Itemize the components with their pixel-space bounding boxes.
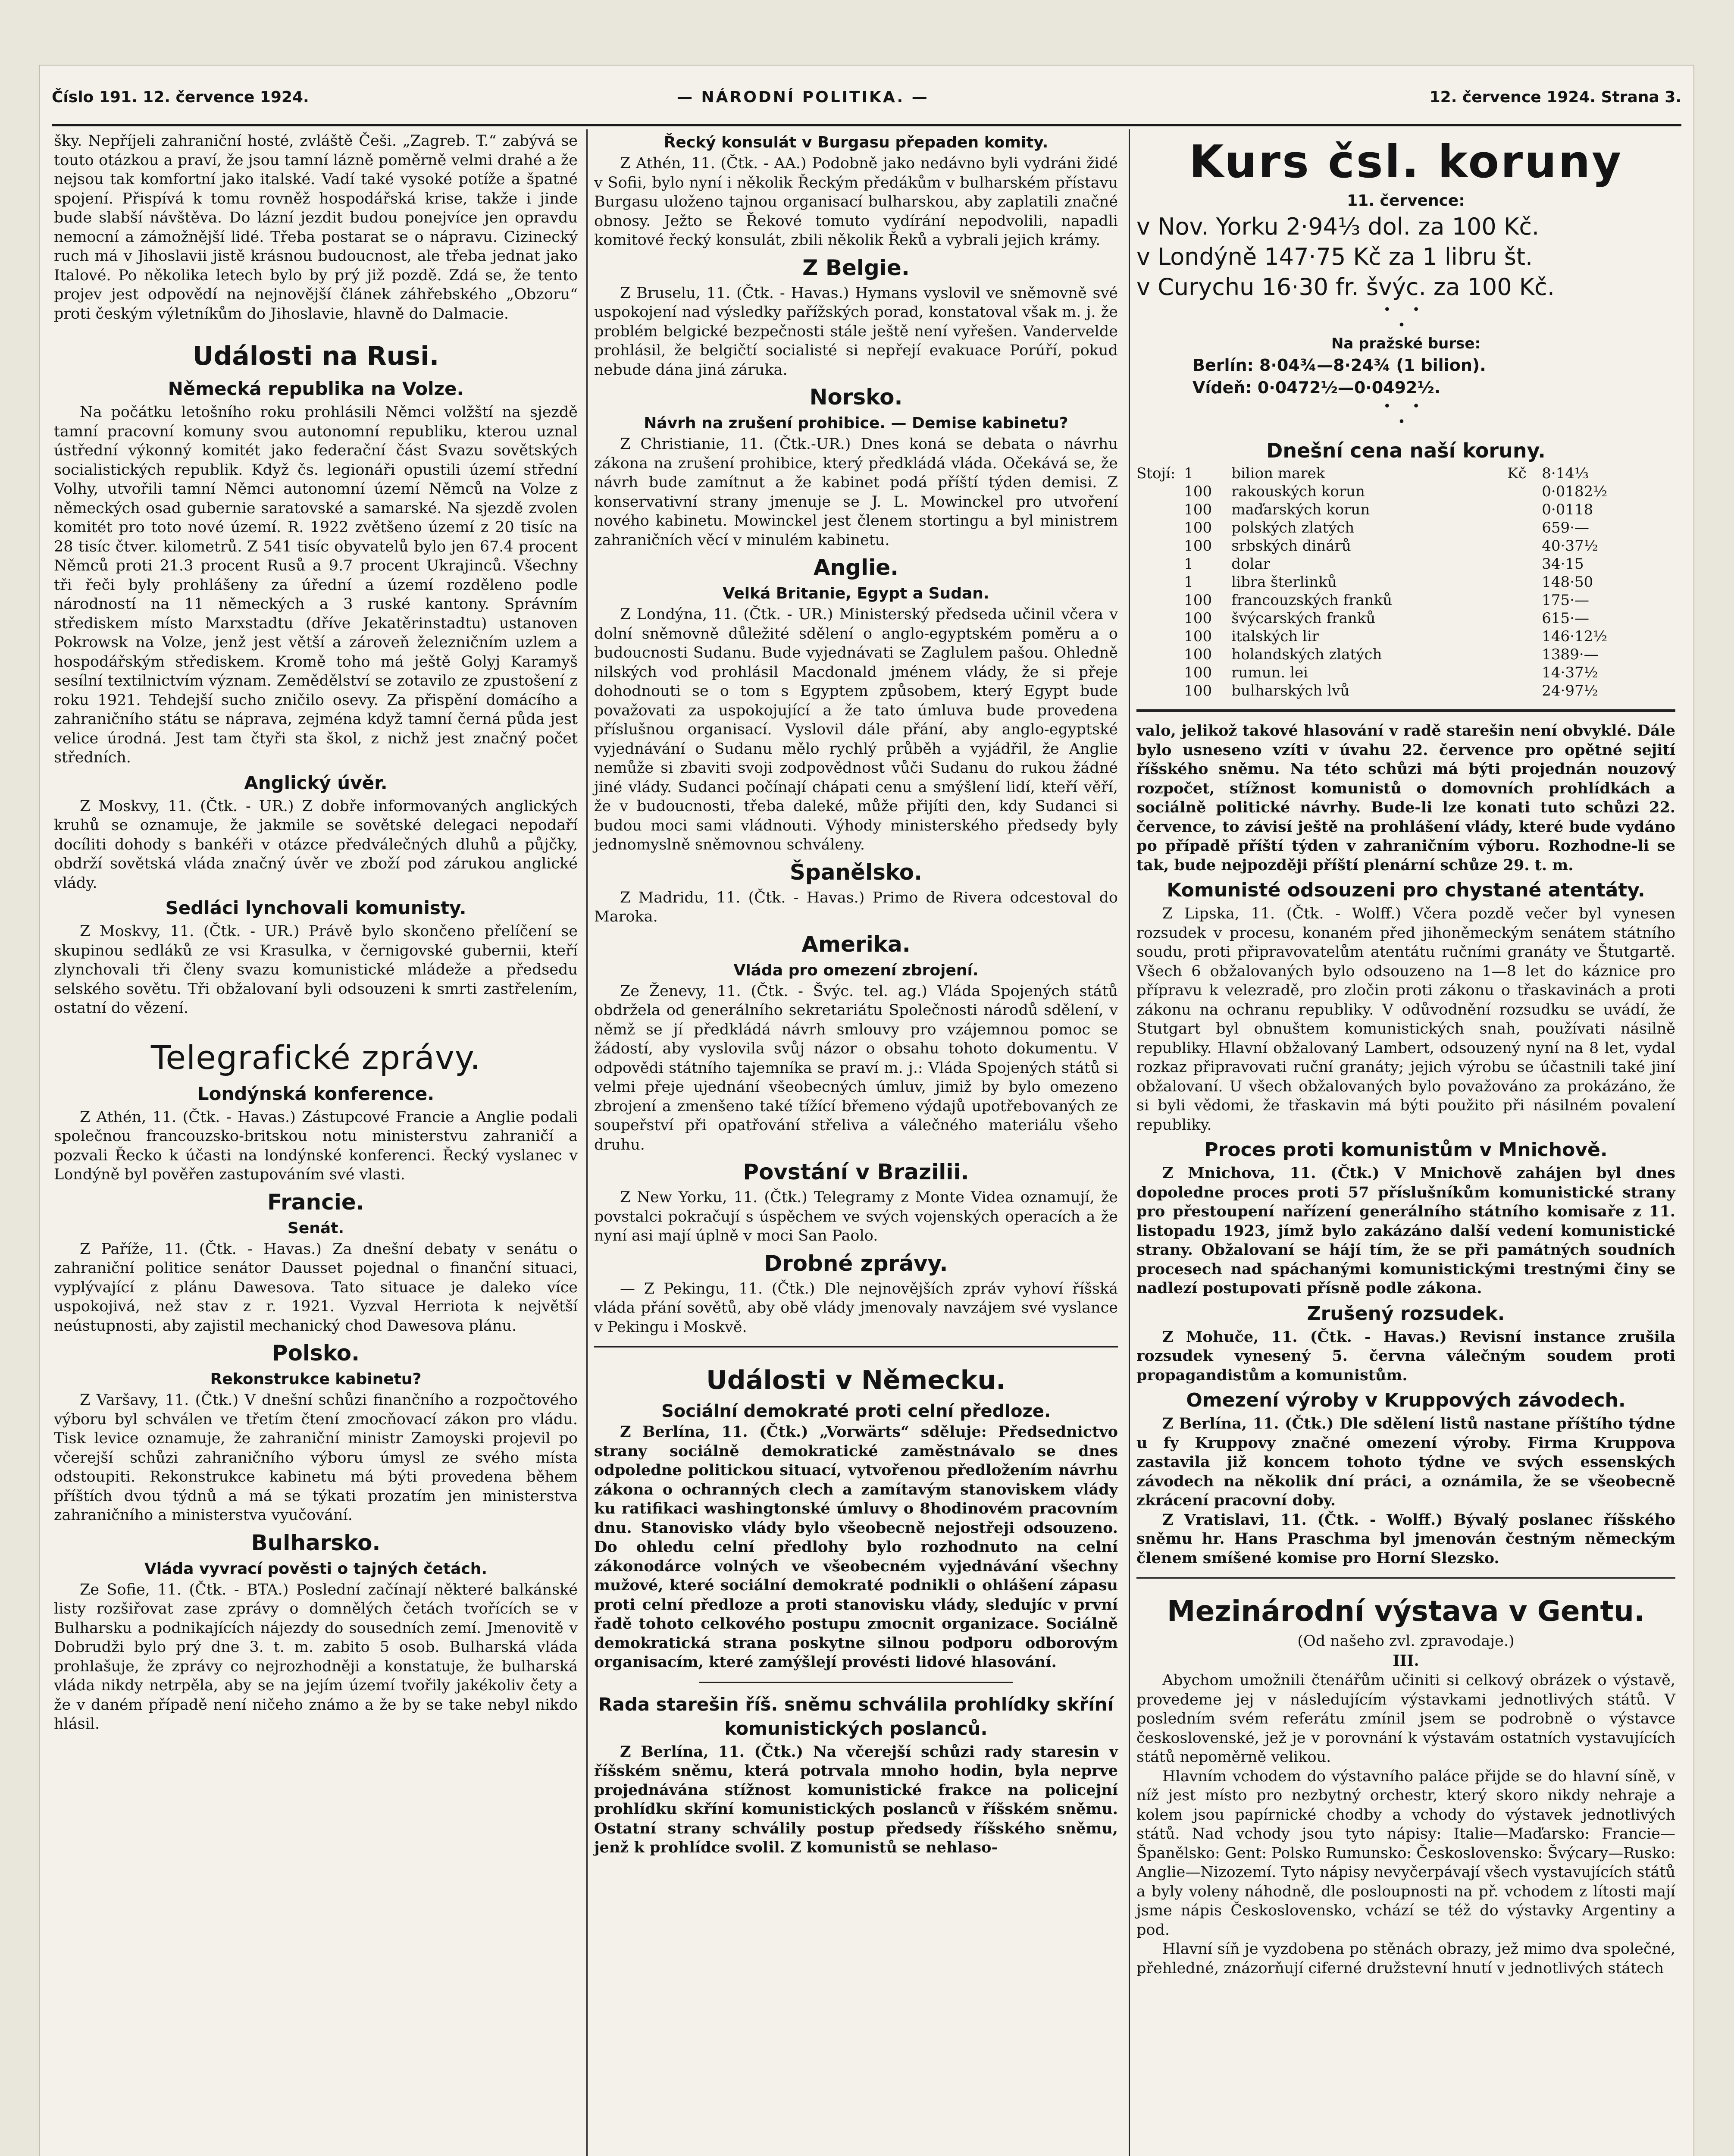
bursa-row-berlin: Berlín: 8·04¾—8·24¾ (1 bilion). [1193, 356, 1486, 375]
exchange-row [1136, 591, 1675, 609]
gent-byline: (Od našeho zvl. zpravodaje.) [1297, 1633, 1515, 1650]
column-1 [50, 132, 582, 2156]
exchange-unit [1507, 646, 1533, 664]
article-anglie: Z Londýna, 11. (Čtk. - UR.) Ministerský předseda učinil včera v dolní sněmovně důležité sdělení o anglo-egyptském poměru a o budoucnosti Sudanu. Bude vyjednávati se Zaglulem pašou. Ohledně nilských vod prohlásil Macdonald jménem vlády, že si přeje dohodnouti se o tom s Egyptem způsobem, který Egypt bude považovati za uspokojující a že tato úmluva bude provedena příslušnou organisací. Vyslovil dále přání, aby anglo-egyptské vyjednávání o Sudanu mělo rychlý průběh a vyjádřil, že Anglie nemůže si zbaviti svoji zodpovědnost vůči Sudanu do rukou žádné jiné vlády. Sudanci počínají chápati cenu a smýšlení lidí, kteří věří, že v budoucnosti, třeba daleké, může přijíti den, kdy Sudanci si budou moci sami vládnouti. Výhody ministerského předsedy byly jednomyslně sněmovnou schváleny. [594, 606, 1118, 853]
exchange-prefix [1136, 609, 1175, 627]
kurs-date: 11. července: [1347, 192, 1465, 210]
headline-burgas: Řecký konsulát v Burgasu přepaden komity. [664, 134, 1049, 151]
article-volha: Na počátku letošního roku prohlásili Němci volžští na sjezdě tamní pracovní komuny svou autonomní republiku, kterou uznal ústřední výkonný komitét jako federační část Svazu sovětských socialistických republik. Když čs. legionáři opustili území střední Volhy, utvořili tamní Němci autonomní území Němců na Volze z německých osad gubernie saratovské a samarské. Na sjezdě zvolen komitét pro toto nové území. R. 1922 zvětšeno území z 20 tisíc na 28 tisíc čtver. kilometrů. Z 541 tisíc obyvatelů bylo jen 67.4 procent Němců proti 21.3 procent Rusů a 9.7 procent Ukrajinců. Všechny tři řeči byly prohlášeny za úřední a území rozděleno podle národností na 11 německých a 3 ruské kantony. Správním střediskem místo Marxstadtu (dříve Jekatěrinstadtu) ustanoven Pokrowsk na Volze, jenž jest větší a zároveň železničním uzlem a hospodářským střediskem. Kromě toho má ještě Golyj Karamyš sesílní textilnictvím význam. Zemědělství se zotavilo ze zpustošení z roku 1921. Tehdejší sucho zničilo osevy. Za přispění domácího a zahraničního státu se náprava, zejména když tamní černá půda jest velice úrodná. Jest tam čtyři sta škol, z nichž jest značný počet středních. [54, 404, 578, 766]
headline-mnichov: Proces proti komunistům v Mnichově. [1204, 1139, 1608, 1161]
divider-rule [1136, 709, 1675, 712]
exchange-quantity: 100 [1184, 682, 1212, 699]
headline-brazilie: Povstání v Brazilii. [743, 1159, 969, 1185]
article-continuation: šky. Nepříjeli zahraniční hosté, zvláště Češi. „Zagreb. T.“ zabývá se touto otázkou a praví, že jsou tamní lázně poměrně velmi drahé a že nejsou tak komfortní jako italské. Vadí také vysoké potíže a špatné spojení. Přispívá k tomu rovněž hospodářská krise, takže i jinde bude slabší návštěva. Do lázní jezdit budou ponejvíce jen opravdu nemocní a zámožnější lidé. Třeba postarat se o nápravu. Cizinecký ruch má v Jihoslavii jistě krásnou budoucnost, ale třeba jednat jako Italové. Po několika letech bylo by prý již pozdě. Zdá se, že tento projev jest odpovědí na nejnovější článek záhřebského „Obzoru“ proti českým výletníkům do Jihoslavie, hlavně do Dalmacie. [54, 132, 578, 323]
headline-lynch: Sedláci lynchovali komunisty. [165, 897, 466, 918]
issue-number-date: Číslo 191. 12. července 1924. [52, 88, 309, 106]
headline-gent: Mezinárodní výstava v Gentu. [1167, 1595, 1645, 1628]
article-rada-staresin: Z Berlína, 11. (Čtk.) Na včerejší schůzi rady staresin v říšském sněmu, která potrvala mnoho hodin, byla neprve projednávána stížnost komunistické frakce na policejní prohlídku skříní komunistických poslanců v říšském sněmu. Ostatní strany schválily postup předsedy říšského sněmu, jenž k prohlídce svolil. Z komunistů se nehlaso- [594, 1742, 1118, 1856]
exchange-value: 14·37½ [1542, 664, 1598, 681]
exchange-currency: italských lir [1231, 628, 1319, 645]
exchange-unit [1507, 555, 1533, 573]
headline-kurs: Kurs čsl. koruny [1189, 135, 1623, 188]
exchange-unit [1507, 627, 1533, 646]
headline-polsko: Polsko. [272, 1341, 360, 1366]
column-divider-1 [586, 129, 588, 2156]
exchange-currency: rumun. lei [1231, 664, 1308, 681]
article-gent-p3: Hlavní síň je vyzdobena po stěnách obrazy, jež mimo dva společné, přehledné, znázorňují ciferné družstevní hnutí v jednotlivých státech [1136, 1940, 1675, 1977]
exchange-table [1136, 464, 1675, 700]
kurs-line-newyork: v Nov. Yorku 2·94⅓ dol. za 100 Kč. [1136, 213, 1540, 240]
exchange-value: 175·— [1542, 592, 1589, 609]
article-krupp: Z Berlína, 11. (Čtk.) Dle sdělení listů nastane příštího týdne u fy Kruppovy značné omezení výroby. Firma Kruppova zastavila již koncem tohoto týdne ve svých essenských závodech na několik dní práci, a oznámila, že se všeobecně zkrácení pracovní doby. [1136, 1415, 1675, 1509]
exchange-value: 615·— [1542, 610, 1589, 627]
ornament-stars: • • • [1383, 399, 1429, 429]
exchange-row [1136, 573, 1675, 591]
headline-krupp: Omezení výroby v Kruppových závodech. [1186, 1389, 1626, 1411]
exchange-currency: švýcarských franků [1231, 610, 1376, 627]
divider-rule [594, 1346, 1118, 1348]
subhead-celni: Sociální demokraté proti celní předloze. [661, 1401, 1051, 1421]
headline-cena: Dnešní cena naší koruny. [1266, 439, 1546, 462]
kurs-line-zurich: v Curychu 16·30 fr. švýc. za 100 Kč. [1136, 273, 1555, 301]
headline-amerika: Amerika. [801, 931, 911, 957]
exchange-prefix: Stojí: [1136, 465, 1176, 482]
headline-volha: Německá republika na Volze. [168, 378, 464, 399]
exchange-value: 659·— [1542, 519, 1589, 536]
article-amerika: Ze Ženevy, 11. (Čtk. - Švýc. tel. ag.) Vláda Spojených států obdržela od generálního sekretariátu Společnosti národů sdělení, v němž se jí předkládá návrh smlouvy pro vzájemnou pomoc se žádostí, aby vyslovila svůj názor o obsahu tohoto dokumentu. V odpovědi státního tajemníka se praví m. j.: Vláda Spojených států si velmi přeje ujednání všeobecných úmluv, jimiž by bylo omezeno zbrojení a zmenšeno také tížící břemeno výdajů upotřebovaných ze soupeřství při opatřování střeliva a válečného materiálu všeho druhu. [594, 982, 1118, 1153]
exchange-prefix [1136, 646, 1175, 664]
exchange-prefix [1136, 573, 1175, 591]
exchange-currency: srbských dinárů [1231, 537, 1351, 555]
section-title-telegraficke: Telegrafické zprávy. [150, 1038, 481, 1077]
exchange-value: 148·50 [1542, 573, 1593, 591]
exchange-quantity: 100 [1184, 592, 1212, 609]
article-belgie: Z Bruselu, 11. (Čtk. - Havas.) Hymans vyslovil ve sněmovně své uspokojení nad výsledky pařížských porad, konstatoval však m. j. že problém belgické bezpečnosti stále ještě není vyřešen. Vandervelde prohlásil, že belgičtí socialisté si nepřejí evakuace Porúří, pokud nebude dána jiná záruka. [594, 284, 1118, 379]
exchange-currency: polských zlatých [1231, 519, 1355, 536]
exchange-quantity: 1 [1184, 555, 1193, 573]
column-2 [590, 132, 1122, 2156]
exchange-row [1136, 483, 1675, 501]
exchange-prefix [1136, 483, 1175, 501]
subhead-sudan: Velká Britanie, Egypt a Sudan. [723, 585, 989, 602]
article-polsko: Z Varšavy, 11. (Čtk.) V dnešní schůzi finančního a rozpočtového výboru byl schválen ve třetím čtení zmocňovací zákon pro vládu. Tisk levice oznamuje, že zahraniční ministr Zamoyski projevil po včerejší schůzi zahraničního výboru úmysl ze svého místa odstoupiti. Rekonstrukce kabinetu má býti provedena během příštích dvou týdnů a má se týkati prozatím jen ministerstva zahraničního a ministerstva vyučování. [54, 1391, 578, 1524]
exchange-prefix [1136, 627, 1175, 646]
article-komuniste: Z Lipska, 11. (Čtk. - Wolff.) Včera pozdě večer byl vynesen rozsudek v procesu, konaném před jihoněmeckým senátem státního soudu, proti připravovatelům atentátu ručními granáty ve Štutgartě. Všech 6 obžalovaných bylo odsouzeno na 1—8 let do káznice pro přípravu k velezradě, pro zločin proti zákonu o třaskavinách a proti zákonu na ochranu republiky. V odůvodnění rozsudku se uvádí, že Stutgart byl obnuštem komunistických snah, používati násilně republiky. Hlavní obžalovaný Lambert, odsouzený nyní na 8 let, vydal rozkaz připravovati ruční granáty; jejich výrobu se účastnili také jiní obžalovaní. U všech obžalovaných bylo považováno za prokázáno, že si byli vědomi, že třaskavin má býti použito při násilném povalení republiky. [1136, 905, 1675, 1134]
exchange-unit [1507, 591, 1533, 609]
article-londynska: Z Athén, 11. (Čtk. - Havas.) Zástupcové Francie a Anglie podali společnou francouzsko-britskou notu ministerstvu zahraničí a pozvali Řecko k účasti na londýnské konferenci. Řecký vyslanec v Londýně byl pověřen zastupováním své vlasti. [54, 1108, 578, 1183]
exchange-row [1136, 537, 1675, 555]
exchange-currency: libra šterlinků [1231, 573, 1337, 591]
exchange-prefix [1136, 664, 1175, 682]
divider-rule [699, 1682, 1013, 1683]
exchange-value: 1389·— [1542, 646, 1599, 663]
headline-bulharsko: Bulharsko. [251, 1530, 381, 1555]
exchange-prefix [1136, 591, 1175, 609]
section-title-nemecko: Události v Německu. [706, 1365, 1006, 1395]
exchange-row [1136, 682, 1675, 700]
exchange-quantity: 100 [1184, 646, 1212, 663]
exchange-prefix [1136, 682, 1175, 700]
headline-francie: Francie. [267, 1189, 364, 1215]
exchange-prefix [1136, 555, 1175, 573]
article-zruseny: Z Mohuče, 11. (Čtk. - Havas.) Revisní instance zrušila rozsudek vynesený 5. června válečným soudem proti propagandistům a komunistům. [1136, 1328, 1675, 1384]
exchange-row [1136, 519, 1675, 537]
article-brazilie: Z New Yorku, 11. (Čtk.) Telegramy z Monte Videa oznamují, že povstalci pokračují s úspěchem ve svých vojenských operacích a že nyní asi mají úplně v moci San Paolo. [594, 1189, 1118, 1244]
exchange-currency: bulharských lvů [1231, 682, 1350, 699]
bursa-title: Na pražské burse: [1331, 335, 1481, 352]
exchange-value: 24·97½ [1542, 682, 1598, 699]
exchange-quantity: 100 [1184, 610, 1212, 627]
exchange-currency: bilion marek [1231, 465, 1325, 482]
divider-rule [1136, 1577, 1675, 1579]
exchange-value: 0·0118 [1542, 501, 1593, 518]
exchange-quantity: 100 [1184, 664, 1212, 681]
exchange-value: 34·15 [1542, 555, 1584, 573]
column-3 [1132, 132, 1680, 2156]
exchange-row [1136, 464, 1675, 483]
headline-drobne: Drobné zprávy. [764, 1250, 948, 1276]
exchange-row [1136, 555, 1675, 573]
page-date-number: 12. července 1924. Strana 3. [1429, 88, 1681, 106]
exchange-currency: holandských zlatých [1231, 646, 1382, 663]
exchange-quantity: 100 [1184, 519, 1212, 536]
exchange-quantity: 100 [1184, 537, 1212, 555]
article-continuation-berlin: valo, jelikož takové hlasování v radě starešin není obvyklé. Dále bylo usneseno vzíti v úvahu 22. července pro opětné sejití říšského sněmu. Na této schůzi má býti projednán nouzový rozpočet, stížnost komunistů o domovních prohlídkách a sociálně politické návrhy. Bude-li lze konati tuto schůzi 22. července, to závisí ještě na prohlášení vlády, které bude vydáno po případě příští týden v zahraničním výboru. Rozhodne-li se tak, bude nejpozději příští plenární schůze 29. t. m. [1136, 722, 1675, 874]
exchange-unit [1507, 573, 1533, 591]
masthead-title: — NÁRODNÍ POLITIKA. — [677, 88, 929, 106]
exchange-unit [1507, 609, 1533, 627]
bursa-row-vieden: Vídeň: 0·0472½—0·0492½. [1193, 378, 1441, 397]
exchange-row [1136, 501, 1675, 519]
exchange-unit: Kč [1507, 465, 1527, 482]
subhead-senat: Senát. [287, 1219, 344, 1237]
exchange-prefix [1136, 501, 1175, 519]
headline-norsko: Norsko. [809, 385, 903, 410]
article-uver: Z Moskvy, 11. (Čtk. - UR.) Z dobře informovaných anglických kruhů se oznamuje, že jakmile se sovětské delegaci nepodaří docíliti dohody s bankéři v otázce předválečných dluhů a půjčky, obdrží sovětská vláda značný úvěr ve zboží pod zárukou anglické vlády. [54, 797, 578, 892]
subhead-rekonstrukce: Rekonstrukce kabinetu? [210, 1370, 422, 1388]
article-celni: Z Berlína, 11. (Čtk.) „Vorwärts“ sděluje: Předsednictvo strany sociálně demokratické zaměstnávalo se dnes odpoledne politickou situací, vytvořenou předložením návrhu zákona o ochranných clech a zamítavým stanoviskem vlády ku ratifikaci washingtonské úmluvy o 8hodinovém pracovním dnu. Stanovisko vlády bylo všeobecně nejostřeji odsouzeno. Do ohledu celní předlohy bylo rozhodnuto na celní zákonodárce volných ve všeobecném vyjednávání všechny mužové, které sociální demokraté podnikli o ohlášení zápasu proti celní předloze a proti stanovisku vlády, sledujíc v první řadě tohoto celkového postupu zmocnit organizace. Sociálně demokratická strana poskytne silnou podporu odborovým organisacím, které zamýšlejí provésti lidové hlasování. [594, 1423, 1118, 1671]
running-header [52, 80, 1681, 114]
exchange-prefix [1136, 537, 1175, 555]
subhead-prohibice: Návrh na zrušení prohibice. — Demise kabinetu? [644, 414, 1068, 432]
article-lynch: Z Moskvy, 11. (Čtk. - UR.) Právě bylo skončeno přelíčení se skupinou sedláků ze vsi Krasulka, v černigovské gubernii, kteří zlynchovali tři členy svazu komunistické mládeže a předsedu selského sovětu. Tři obžalovaní byli odsouzeni k smrti zastřelením, ostatní do vězení. [54, 923, 578, 1017]
exchange-quantity: 100 [1184, 628, 1212, 645]
article-norsko: Z Christianie, 11. (Čtk.-UR.) Dnes koná se debata o návrhu zákona na zrušení prohibice, který předkládá vláda. Očekává se, že návrh bude zamítnut a že kabinet podá příští týden demisi. Z konservativní strany jmenuje se J. L. Mowinckel pro utvoření nového kabinetu. Mowinckel jest členem stortingu a byl ministrem zahraničních věcí v minulém kabinetu. [594, 436, 1118, 549]
subhead-cety: Vláda vyvrací pověsti o tajných četách. [144, 1560, 488, 1578]
headline-anglie: Anglie. [813, 555, 899, 580]
header-rule [52, 124, 1681, 126]
exchange-value: 40·37½ [1542, 537, 1598, 555]
exchange-currency: rakouských korun [1231, 483, 1365, 500]
article-spanelsko: Z Madridu, 11. (Čtk. - Havas.) Primo de Rivera odcestoval do Maroka. [594, 889, 1118, 925]
exchange-quantity: 1 [1184, 465, 1193, 482]
exchange-unit [1507, 519, 1533, 537]
exchange-quantity: 100 [1184, 483, 1212, 500]
exchange-currency: francouzských franků [1231, 592, 1393, 609]
section-title-rusi: Události na Rusi. [192, 341, 439, 371]
exchange-unit [1507, 483, 1533, 501]
exchange-row [1136, 646, 1675, 664]
headline-londynska: Londýnská konference. [197, 1083, 435, 1104]
article-gent-p1: Abychom umožnili čtenářům učiniti si celkový obrázek o výstavě, provedeme jej v následujícím výstavkami jednotlivých států. V posledním svém referátu zmínil jsem se podrobně o výstavce československé, jež je v porovnání k výstavám ostatních vystavujících států nepoměrně velikou. [1136, 1672, 1675, 1766]
exchange-value: 8·14⅓ [1542, 465, 1589, 482]
exchange-currency: dolar [1231, 555, 1270, 573]
headline-komuniste: Komunisté odsouzeni pro chystané atentáty. [1167, 879, 1645, 901]
exchange-unit [1507, 682, 1533, 700]
article-burgas: Z Athén, 11. (Čtk. - AA.) Podobně jako nedávno byli vydráni židé v Sofii, bylo nyní i několik Řeckým předákům v bulharském přístavu Burgasu uloženo tajnou organisací bulharskou, aby zaplatili značné obnosy. Ježto se Řekové tomuto vydírání nepodvolili, napadli komitové řecký konsulát, zbili několik Řeků a vybrali jejich krámy. [594, 155, 1118, 249]
headline-zruseny: Zrušený rozsudek. [1307, 1302, 1505, 1325]
exchange-row [1136, 609, 1675, 627]
article-vratislav: Z Vratislavi, 11. (Čtk. - Wolff.) Bývalý poslanec říšského sněmu hr. Hans Praschma byl jmenován čestným německým členem smíšené komise pro Horní Slezsko. [1136, 1510, 1675, 1567]
headline-spanelsko: Španělsko. [789, 859, 923, 885]
subhead-zbrojeni: Vláda pro omezení zbrojení. [733, 961, 979, 979]
exchange-currency: maďarských korun [1231, 501, 1370, 518]
exchange-quantity: 1 [1184, 573, 1193, 591]
column-divider-2 [1129, 129, 1130, 2156]
exchange-row [1136, 664, 1675, 682]
exchange-value: 146·12½ [1542, 628, 1608, 645]
exchange-value: 0·0182½ [1542, 483, 1608, 500]
exchange-unit [1507, 501, 1533, 519]
exchange-row [1136, 627, 1675, 646]
headline-belgie: Z Belgie. [802, 255, 910, 280]
article-bulharsko: Ze Sofie, 11. (Čtk. - BTA.) Poslední začínají některé balkánské listy rozšiřovat zase zprávy o domnělých četách tvořících se v Bulharsku a podnikajících nájezdy do sousedních zemí. Jmenovitě v Dobrudži bylo prý dne 3. t. m. zabito 5 osob. Bulharská vláda prohlašuje, že zprávy co nejrozhodněji a konstatuje, že bulharská vláda nikdy netrpěla, aby se na jejím území tvořily jakékoliv čety a že v daném případě není ničeho známo a že by se take nebyl nikdo hlásil. [54, 1581, 578, 1733]
article-mnichov: Z Mnichova, 11. (Čtk.) V Mnichově zahájen byl dnes dopoledne proces proti 57 příslušníkům komunistické strany pro přestoupení nařízení generálního státního komisaře z 11. listopadu 1923, jímž bylo zakázáno další vedení komunistické strany. Obžalovaní se hájí tím, že se při památných soudních procesech nad spáchanými komunistickými trestnými činy se nadlezí postupovati přísně podle zákona. [1136, 1164, 1675, 1297]
headline-uver: Anglický úvěr. [244, 772, 388, 793]
kurs-line-london: v Londýně 147·75 Kč za 1 libru št. [1136, 243, 1533, 270]
gent-part-number: III. [1393, 1652, 1419, 1670]
ornament-stars: • • • [1383, 302, 1429, 333]
article-francie: Z Paříže, 11. (Čtk. - Havas.) Za dnešní debaty v senátu o zahraniční politice senátor Dausset pojednal o finanční situaci, vyplývající z plánu Dawesova. Tato situace je daleko více uspokojivá, než stav z r. 1921. Vyzval Herriota k největší neústupnosti, aby zajistil mechanický chod Dawesova plánu. [54, 1240, 578, 1335]
exchange-unit [1507, 664, 1533, 682]
exchange-unit [1507, 537, 1533, 555]
headline-rada-staresin: Rada starešin říš. sněmu schválila prohlídky skříní komunistických poslanců. [598, 1693, 1114, 1739]
exchange-prefix [1136, 519, 1175, 537]
article-drobne: — Z Pekingu, 11. (Čtk.) Dle nejnovějších zpráv vyhoví říšská vláda přání sovětů, aby obě vlády jmenovaly navzájem své vyslance v Pekingu i Moskvě. [594, 1280, 1118, 1336]
exchange-quantity: 100 [1184, 501, 1212, 518]
article-gent-p2: Hlavním vchodem do výstavního paláce přijde se do hlavní síně, v níž jest místo pro nezbytný orchestr, který skoro nikdy nehraje a kolem jsou papírnické chodby a vchody do výstavek jednotlivých států. Nad vchody jsou tyto nápisy: Italie—Maďarsko: Francie—Španělsko: Gent: Polsko Rumunsko: Československo: Švýcary—Rusko: Anglie—Nizozemí. Tyto nápisy nevyčerpávají všech vystavujících států a byly voleny náhodně, dle posloupnosti na př. vchodem z lítosti mají jsme nápis Československo, vchází se též do výstavky Argentiny a pod. [1136, 1767, 1675, 1939]
